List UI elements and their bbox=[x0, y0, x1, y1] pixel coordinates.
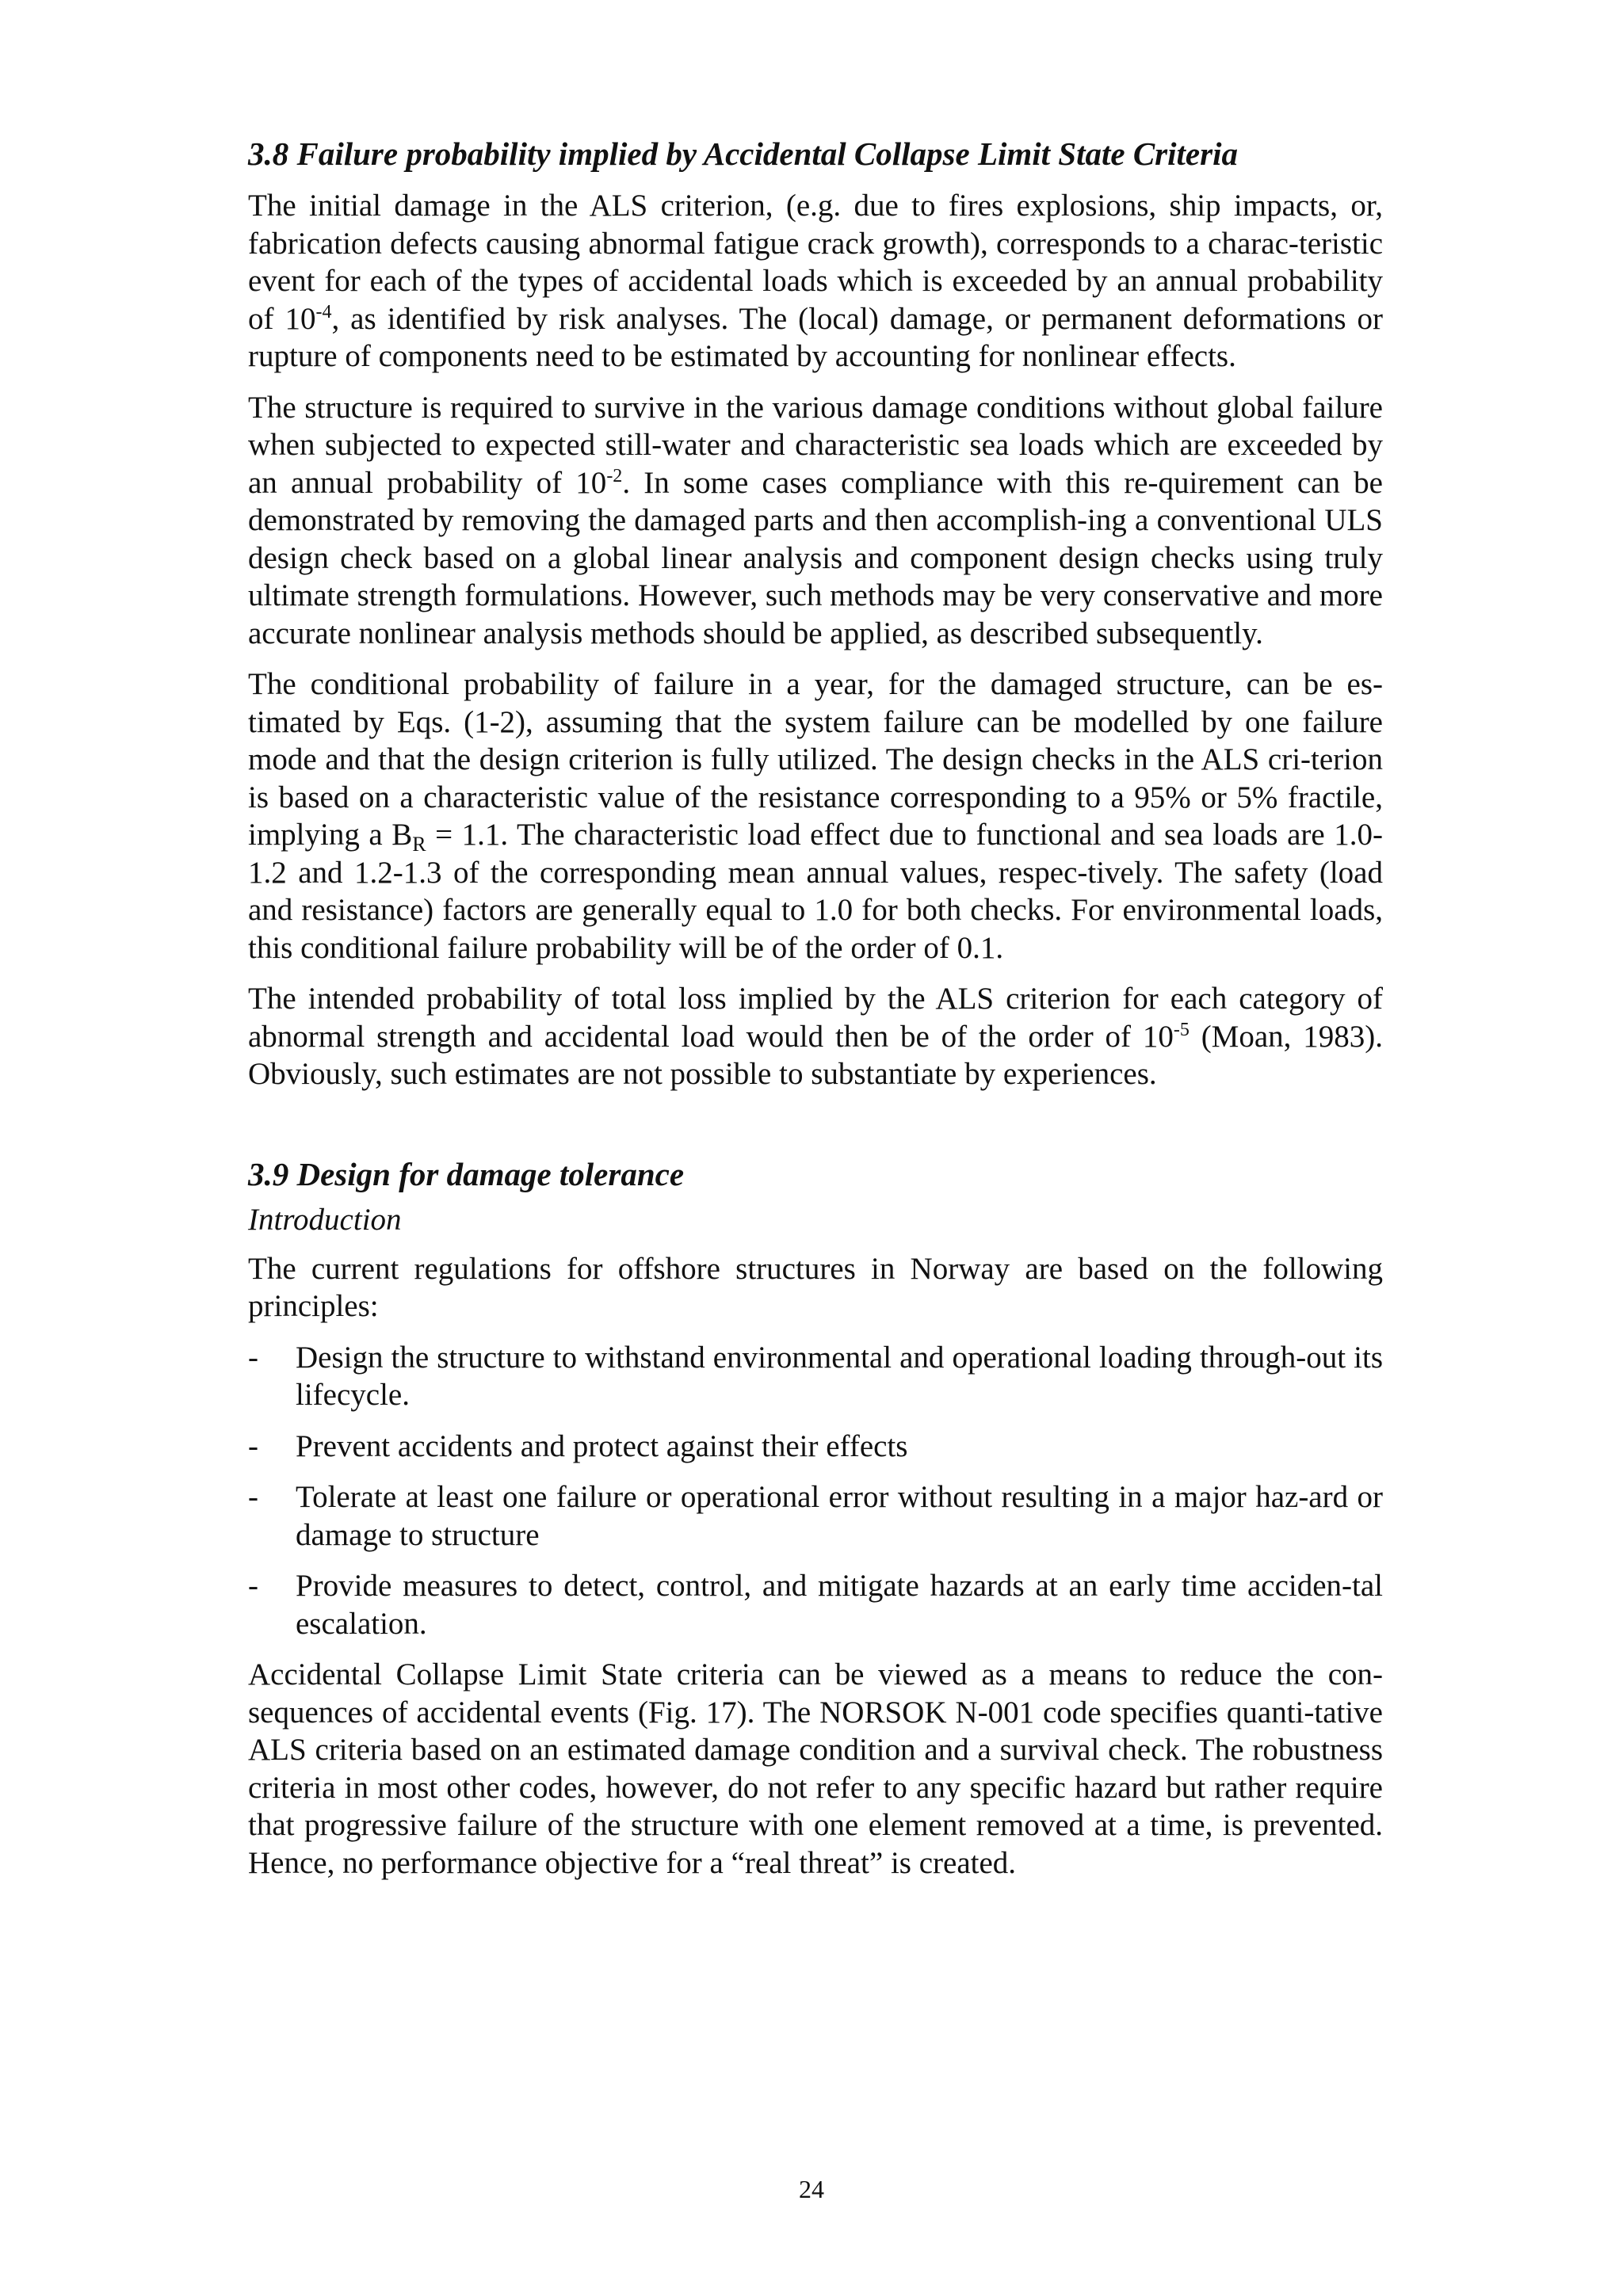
text-run: . In some cases compliance with this re-quirement can be demonstrated by removing the damaged parts and then accomplish-ing a conventional ULS design check based on a global linear analysis and component design checks using truly ultimate strength formulations. However, such methods may be very conservative and more accurate nonlinear analysis methods should be applied, as described subsequently. bbox=[248, 465, 1383, 650]
text-run: , as identified by risk analyses. The (local) damage, or permanent deformations or rupture of components need to be estimated by accounting for nonlinear effects. bbox=[248, 301, 1383, 373]
list-item-text: Tolerate at least one failure or operational error without resulting in a major haz-ard or damage to structure bbox=[296, 1480, 1383, 1552]
text-run: = 1.1. The characteristic load effect due to functional and sea loads are 1.0-1.2 and 1.2-1.3 of the corresponding mean annual values, respec-tively. The safety (load and resistance) factors are generally equal to 1.0 for both checks. For environmental loads, this conditional failure probability will be of the order of 0.1. bbox=[248, 818, 1383, 965]
text-run: The conditional probability of failure in a year, for the damaged structure, can be es-timated by Eqs. (1-2), assuming that the system failure can be modelled by one failure mode and that the design criterion is fully utilized. The design checks in the ALS cri-terion is based on a characteristic value of the resistance corresponding to a 95% or 5% fractile, implying a B bbox=[248, 667, 1383, 852]
exponent: -2 bbox=[606, 465, 623, 486]
text-run: The intended probability of total loss implied by the ALS criterion for each category of abnormal strength and accidental load would then be of the order of 10 bbox=[248, 982, 1383, 1054]
text-run: (Moan, 1983). Obviously, such estimates are not possible to substantiate by experiences. bbox=[248, 1019, 1383, 1091]
list-item-text: Prevent accidents and protect against their effects bbox=[296, 1428, 908, 1463]
section-3-8-paragraph-3 bbox=[248, 666, 1383, 967]
page-number: 24 bbox=[799, 2175, 824, 2203]
dash-marker: - bbox=[248, 1340, 258, 1375]
dash-marker: - bbox=[248, 1428, 258, 1463]
subscript: R bbox=[412, 833, 426, 856]
dash-marker: - bbox=[248, 1480, 258, 1514]
section-3-8-paragraph-1 bbox=[248, 187, 1383, 376]
list-item bbox=[248, 1478, 1383, 1554]
section-3-9-closing-paragraph: Accidental Collapse Limit State criteria can be viewed as a means to reduce the con-sequences of accidental events (Fig. 17). The NORSOK N-001 code specifies quanti-tative ALS criteria based on an estimated damage condition and a survival check. The robustness criteria in most other codes, however, do not refer to any specific hazard but rather require that progressive failure of the structure with one element removed at a time, is prevented. Hence, no performance objective for a “real threat” is created. bbox=[248, 1657, 1383, 1880]
document-page bbox=[248, 135, 1383, 1895]
list-item-text: Design the structure to withstand environmental and operational loading through-out its lifecycle. bbox=[296, 1340, 1383, 1412]
list-item bbox=[248, 1339, 1383, 1414]
exponent: -5 bbox=[1173, 1019, 1190, 1040]
introduction-subheading: Introduction bbox=[248, 1202, 402, 1237]
list-item bbox=[248, 1567, 1383, 1642]
section-3-9-intro-paragraph: The current regulations for offshore structures in Norway are based on the following principles: bbox=[248, 1251, 1383, 1323]
list-item-text: Provide measures to detect, control, and mitigate hazards at an early time acciden-tal escalation. bbox=[296, 1569, 1383, 1641]
list-item bbox=[248, 1428, 1383, 1466]
text-run: The structure is required to survive in the various damage conditions without global failure when subjected to expected still-water and characteristic sea loads which are exceeded by an annual probability of 10 bbox=[248, 390, 1383, 500]
section-3-9-heading: 3.9 Design for damage tolerance bbox=[248, 1155, 685, 1192]
dash-marker: - bbox=[248, 1569, 258, 1603]
text-run: The initial damage in the ALS criterion, (e.g. due to fires explosions, ship impacts, or, fabrication defects causing abnormal fatigue crack growth), corresponds to a charac-teristic event for each of the types of accidental loads which is exceeded by an annual probability of 10 bbox=[248, 189, 1383, 336]
section-3-8-paragraph-4 bbox=[248, 980, 1383, 1093]
section-3-8-heading: 3.8 Failure probability implied by Accidental Collapse Limit State Criteria bbox=[248, 135, 1238, 172]
section-3-8-paragraph-2 bbox=[248, 389, 1383, 653]
exponent: -4 bbox=[315, 301, 332, 322]
principles-list bbox=[248, 1339, 1383, 1643]
